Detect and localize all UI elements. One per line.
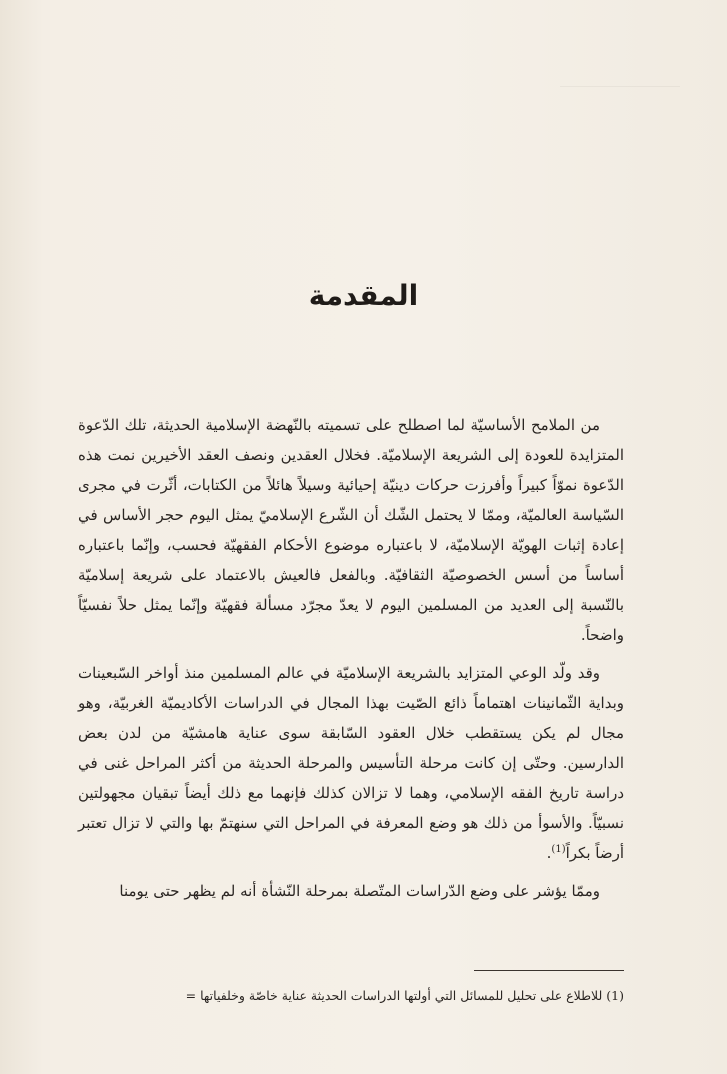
paragraph-3: وممّا يؤشر على وضع الدّراسات المتّصلة بمرحلة النّشأة أنه لم يظهر حتى يومنا <box>119 882 600 900</box>
page-heading: المقدمة <box>308 279 419 312</box>
bleed-through-mark <box>560 86 680 101</box>
footnote: (1) للاطلاع على تحليل للمسائل التي أولتها الدراسات الحديثة عناية خاصّة وخلفياتها = <box>185 988 624 1003</box>
footnote-reference: (1) <box>551 844 566 855</box>
footnote-divider <box>474 970 624 971</box>
paragraph-2-text: وقد ولّد الوعي المتزايد بالشريعة الإسلاميّة في عالم المسلمين منذ أواخر السّبعينات وبداية الثّمانينات اهتماماً ذائع الصّيت بهذا المجال في الدراسات الأكاديميّة الغربيّة، وهو مجال لم يكن يستقطب خلال العقود السّابقة سوى عناية هامشيّة من لدن بعض الدارسين. وحتّى إن كانت مرحلة التأسيس والمرحلة الحديثة من أكثر المراحل غنى في دراسة تاريخ الفقه الإسلامي، وهما لا تزالان كذلك فإنهما مع ذلك أيضاً تبقيان مجهولتين نسبيّاً. والأسوأ من ذلك هو وضع المعرفة في المراحل التي سنهتمّ بها والتي لا تزال تعتبر أرضاً بكراً <box>78 664 624 862</box>
body-text <box>78 410 624 906</box>
paragraph-1: من الملامح الأساسيّة لما اصطلح على تسميته بالنّهضة الإسلامية الحديثة، تلك الدّعوة المتزايدة للعودة إلى الشريعة الإسلاميّة. فخلال العقدين ونصف العقد الأخيرين نمت هذه الدّعوة نموّاً كبيراً وأفرزت حركات دينيّة إحيائية وسيلاً هائلاً من الكتابات، أثّرت في مجرى السّياسة العالميّة، وممّا لا يحتمل الشّك أن الشّرع الإسلاميّ يمثل اليوم حجر الأساس في إعادة إثبات الهويّة الإسلاميّة، لا باعتباره موضوع الأحكام الفقهيّة فحسب، وإنّما باعتباره أساساً من أسس الخصوصيّة الثقافيّة. وبالفعل فالعيش بالاعتماد على شريعة إسلاميّة بالنّسبة إلى العديد من المسلمين اليوم لا يعدّ مجرّد مسألة فقهيّة وإنّما يمثل حلاً نفسيّاً واضحاً. <box>78 416 624 644</box>
paragraph-2: وقد ولّد الوعي المتزايد بالشريعة الإسلاميّة في عالم المسلمين منذ أواخر السّبعينات وبداية الثّمانينات اهتماماً ذائع الصّيت بهذا المجال في الدراسات الأكاديميّة الغربيّة، وهو مجال لم يكن يستقطب خلال العقود السّابقة سوى عناية هامشيّة من لدن بعض الدارسين. وحتّى إن كانت مرحلة التأسيس والمرحلة الحديثة من أكثر المراحل غنى في دراسة تاريخ الفقه الإسلامي، وهما لا تزالان كذلك فإنهما مع ذلك أيضاً تبقيان مجهولتين نسبيّاً. والأسوأ من ذلك هو وضع المعرفة في المراحل التي سنهتمّ بها والتي لا تزال تعتبر أرضاً بكراً$^{(1)}$. <box>78 664 624 862</box>
